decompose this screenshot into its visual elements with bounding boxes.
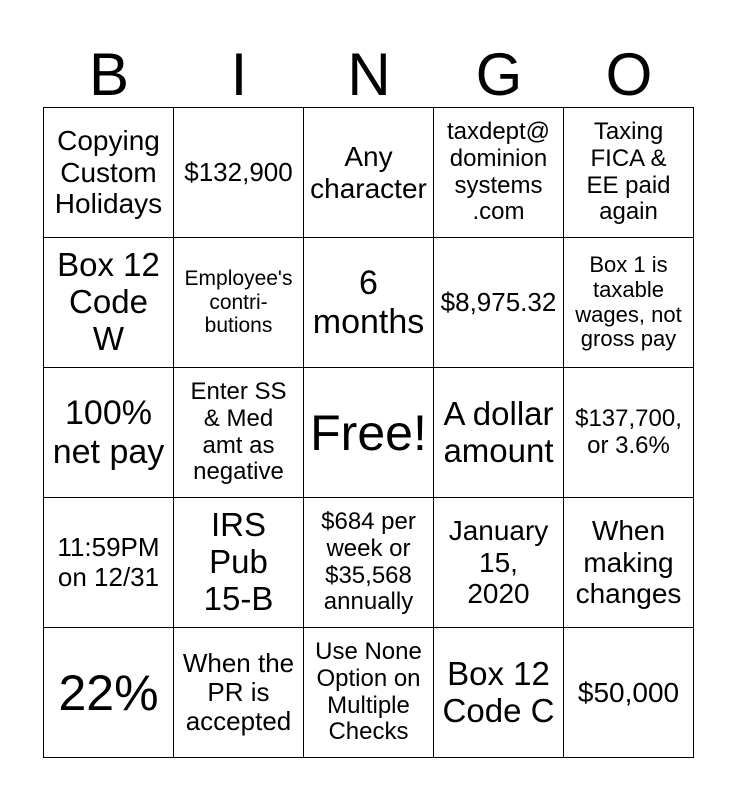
bingo-cell-r2-c1[interactable]: Box 12 Code W <box>44 238 174 368</box>
header-letter-g: G <box>475 41 523 108</box>
bingo-cell-r4-c2[interactable]: IRS Pub 15-B <box>174 498 304 628</box>
bingo-cell-r3-c2[interactable]: Enter SS & Med amt as negative <box>174 368 304 498</box>
bingo-cell-r2-c5[interactable]: Box 1 is taxable wages, not gross pay <box>564 238 694 368</box>
bingo-cell-r1-c4[interactable]: taxdept@ dominion systems .com <box>434 108 564 238</box>
header-letter-n: N <box>347 41 391 108</box>
bingo-cell-free[interactable]: Free! <box>304 368 434 498</box>
bingo-cell-r1-c1[interactable]: Copying Custom Holidays <box>44 108 174 238</box>
bingo-header <box>44 42 694 108</box>
bingo-cell-r4-c3[interactable]: $684 per week or $35,568 annually <box>304 498 434 628</box>
header-letter-o: O <box>605 41 653 108</box>
header-letter-i: I <box>230 41 248 108</box>
bingo-cell-r1-c2[interactable]: $132,900 <box>174 108 304 238</box>
bingo-cell-r2-c4[interactable]: $8,975.32 <box>434 238 564 368</box>
bingo-cell-r5-c3[interactable]: Use None Option on Multiple Checks <box>304 628 434 758</box>
bingo-cell-r4-c5[interactable]: When making changes <box>564 498 694 628</box>
bingo-cell-r4-c1[interactable]: 11:59PM on 12/31 <box>44 498 174 628</box>
bingo-cell-r5-c4[interactable]: Box 12 Code C <box>434 628 564 758</box>
header-letter-b: B <box>88 41 130 108</box>
bingo-cell-r3-c1[interactable]: 100% net pay <box>44 368 174 498</box>
bingo-cell-r5-c2[interactable]: When the PR is accepted <box>174 628 304 758</box>
bingo-cell-r1-c3[interactable]: Any character <box>304 108 434 238</box>
bingo-cell-r5-c1[interactable]: 22% <box>44 628 174 758</box>
bingo-cell-r5-c5[interactable]: $50,000 <box>564 628 694 758</box>
bingo-cell-r2-c3[interactable]: 6 months <box>304 238 434 368</box>
bingo-cell-r3-c5[interactable]: $137,700, or 3.6% <box>564 368 694 498</box>
bingo-cell-r2-c2[interactable]: Employee's contri- butions <box>174 238 304 368</box>
bingo-card-grid <box>43 107 694 758</box>
bingo-cell-r3-c4[interactable]: A dollar amount <box>434 368 564 498</box>
bingo-cell-r1-c5[interactable]: Taxing FICA & EE paid again <box>564 108 694 238</box>
bingo-cell-r4-c4[interactable]: January 15, 2020 <box>434 498 564 628</box>
